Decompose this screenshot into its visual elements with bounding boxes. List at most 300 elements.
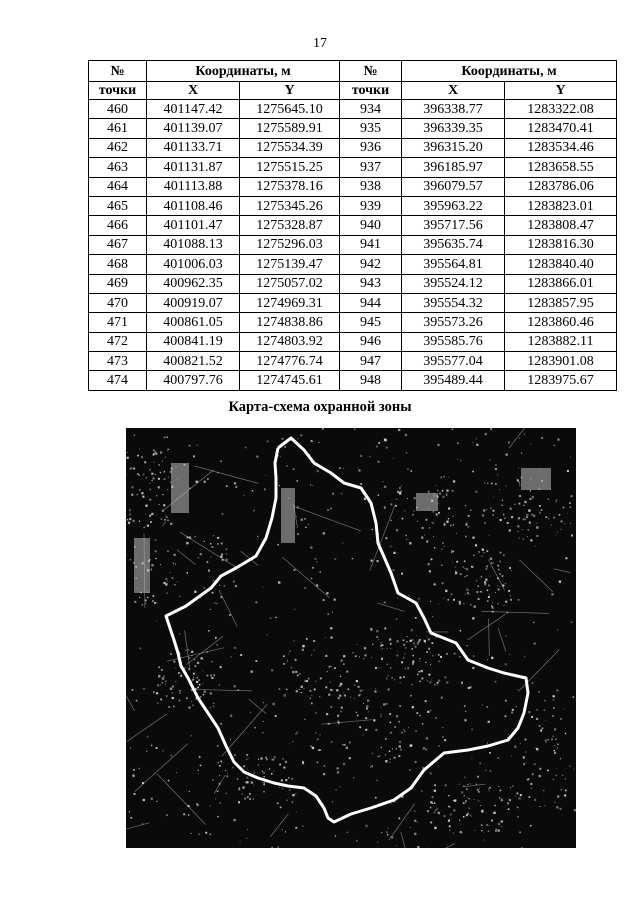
- terrain-speck: [356, 840, 358, 842]
- terrain-speck: [355, 656, 356, 657]
- terrain-speck: [132, 689, 134, 691]
- terrain-speck: [162, 494, 163, 495]
- terrain-speck: [378, 461, 380, 463]
- terrain-speck: [501, 800, 503, 802]
- terrain-speck: [217, 791, 219, 793]
- table-row: [89, 255, 617, 274]
- terrain-speck: [139, 521, 140, 522]
- terrain-speck: [386, 447, 388, 449]
- light-patch: [281, 488, 295, 543]
- terrain-speck: [208, 630, 210, 632]
- x-value-left: 400821.52: [147, 352, 240, 371]
- terrain-speck: [221, 542, 223, 544]
- terrain-speck: [414, 810, 415, 811]
- terrain-speck: [558, 439, 560, 441]
- terrain-speck: [437, 682, 439, 684]
- terrain-speck: [265, 475, 266, 476]
- point-number-left: 473: [89, 352, 147, 371]
- point-number-right: 938: [340, 177, 402, 196]
- header-y-right: Y: [505, 82, 617, 100]
- x-value-right: 396315.20: [402, 138, 505, 157]
- terrain-speck: [189, 791, 190, 792]
- terrain-speck: [219, 765, 221, 767]
- terrain-speck: [239, 787, 240, 788]
- terrain-speck: [413, 643, 415, 645]
- terrain-speck: [128, 522, 130, 524]
- terrain-speck: [257, 536, 258, 537]
- terrain-speck: [197, 676, 198, 677]
- terrain-speck: [295, 609, 296, 610]
- terrain-speck: [424, 534, 425, 535]
- terrain-speck: [196, 681, 198, 683]
- terrain-speck: [438, 745, 439, 746]
- terrain-speck: [459, 603, 461, 605]
- terrain-speck: [489, 460, 490, 461]
- terrain-speck: [449, 825, 451, 827]
- terrain-speck: [214, 674, 215, 675]
- terrain-speck: [366, 708, 368, 710]
- point-number-right: 947: [340, 352, 402, 371]
- terrain-speck: [279, 764, 281, 766]
- terrain-speck: [486, 812, 487, 813]
- terrain-speck: [489, 790, 490, 791]
- y-value-left: 1275139.47: [240, 255, 340, 274]
- terrain-speck: [446, 493, 447, 494]
- terrain-speck: [191, 833, 192, 834]
- terrain-speck: [141, 456, 143, 458]
- terrain-speck: [478, 598, 480, 600]
- terrain-speck: [195, 665, 197, 667]
- terrain-speck: [285, 779, 287, 781]
- terrain-speck: [157, 515, 158, 516]
- terrain-speck: [401, 486, 402, 487]
- terrain-speck: [571, 534, 573, 536]
- terrain-speck: [213, 535, 214, 536]
- terrain-speck: [518, 599, 520, 601]
- terrain-speck: [390, 722, 392, 724]
- terrain-speck: [308, 678, 310, 680]
- terrain-speck: [301, 519, 303, 521]
- terrain-speck: [515, 795, 516, 796]
- terrain-speck: [468, 807, 470, 809]
- terrain-speck: [431, 680, 432, 681]
- terrain-speck: [317, 470, 319, 472]
- terrain-speck: [396, 715, 398, 717]
- terrain-speck: [503, 554, 505, 556]
- y-value-right: 1283823.01: [505, 196, 617, 215]
- terrain-speck: [434, 784, 436, 786]
- terrain-speck: [133, 769, 135, 771]
- terrain-speck: [448, 820, 450, 822]
- terrain-speck: [310, 690, 312, 692]
- terrain-speck: [371, 560, 373, 562]
- terrain-speck: [417, 521, 418, 522]
- terrain-speck: [463, 567, 464, 568]
- header-x-right: X: [402, 82, 505, 100]
- terrain-speck: [167, 592, 169, 594]
- terrain-speck: [447, 599, 449, 601]
- terrain-speck: [147, 597, 149, 599]
- point-number-right: 936: [340, 138, 402, 157]
- terrain-speck: [203, 694, 205, 696]
- terrain-speck: [232, 767, 233, 768]
- terrain-speck: [354, 685, 355, 686]
- terrain-speck: [337, 767, 339, 769]
- terrain-speck: [200, 696, 202, 698]
- terrain-speck: [570, 457, 571, 458]
- terrain-speck: [375, 797, 377, 799]
- terrain-speck: [472, 537, 474, 539]
- terrain-speck: [334, 558, 336, 560]
- terrain-speck: [295, 733, 296, 734]
- terrain-speck: [461, 833, 462, 834]
- terrain-speck: [530, 825, 532, 827]
- terrain-speck: [149, 489, 151, 491]
- terrain-speck: [248, 758, 249, 759]
- terrain-speck: [178, 672, 180, 674]
- terrain-speck: [430, 807, 431, 808]
- terrain-speck: [329, 666, 331, 668]
- terrain-speck: [519, 503, 521, 505]
- terrain-speck: [213, 703, 215, 705]
- terrain-speck: [153, 449, 155, 451]
- point-number-right: 943: [340, 274, 402, 293]
- y-value-left: 1275057.02: [240, 274, 340, 293]
- table-row: [89, 313, 617, 332]
- terrain-speck: [370, 628, 372, 630]
- terrain-speck: [398, 429, 400, 431]
- terrain-speck: [308, 524, 309, 525]
- terrain-speck: [158, 675, 160, 677]
- terrain-speck: [168, 780, 170, 782]
- terrain-speck: [262, 732, 263, 733]
- terrain-speck: [502, 500, 503, 501]
- terrain-speck: [553, 699, 555, 701]
- terrain-speck: [221, 553, 223, 555]
- terrain-speck: [497, 565, 499, 567]
- terrain-speck: [521, 848, 523, 849]
- x-value-left: 401113.88: [147, 177, 240, 196]
- terrain-speck: [519, 485, 520, 486]
- terrain-speck: [166, 436, 168, 438]
- terrain-speck: [149, 469, 150, 470]
- terrain-speck: [170, 572, 171, 573]
- terrain-speck: [517, 531, 518, 532]
- terrain-speck: [413, 510, 414, 511]
- terrain-speck: [192, 705, 193, 706]
- terrain-speck: [166, 695, 168, 697]
- terrain-speck: [200, 553, 202, 555]
- terrain-speck: [471, 566, 473, 568]
- terrain-speck: [343, 468, 344, 469]
- terrain-speck: [143, 496, 144, 497]
- y-value-left: 1274776.74: [240, 352, 340, 371]
- terrain-speck: [234, 819, 236, 821]
- terrain-speck: [156, 495, 157, 496]
- terrain-speck: [448, 477, 449, 478]
- terrain-speck: [530, 490, 531, 491]
- terrain-speck: [396, 618, 398, 620]
- terrain-speck: [381, 658, 383, 660]
- terrain-speck: [467, 592, 469, 594]
- terrain-speck: [466, 589, 468, 591]
- terrain-speck: [532, 716, 533, 717]
- terrain-speck: [478, 585, 480, 587]
- terrain-speck: [320, 678, 322, 680]
- terrain-speck: [156, 620, 157, 621]
- terrain-speck: [530, 444, 531, 445]
- terrain-speck: [400, 749, 402, 751]
- terrain-speck: [334, 599, 336, 601]
- terrain-speck: [238, 801, 240, 803]
- terrain-speck: [451, 552, 452, 553]
- terrain-speck: [553, 779, 555, 781]
- terrain-speck: [446, 681, 448, 683]
- terrain-speck: [217, 745, 219, 747]
- terrain-speck: [407, 636, 408, 637]
- table-row: [89, 352, 617, 371]
- terrain-speck: [523, 538, 524, 539]
- terrain-speck: [163, 675, 165, 677]
- terrain-speck: [396, 655, 398, 657]
- terrain-speck: [502, 827, 503, 828]
- terrain-speck: [415, 646, 417, 648]
- terrain-speck: [532, 496, 534, 498]
- terrain-speck: [466, 575, 467, 576]
- terrain-speck: [565, 779, 566, 780]
- terrain-speck: [453, 524, 454, 525]
- point-number-right: 935: [340, 119, 402, 138]
- terrain-speck: [359, 726, 361, 728]
- terrain-speck: [404, 511, 405, 512]
- terrain-speck: [491, 562, 493, 564]
- terrain-speck: [401, 573, 403, 575]
- terrain-speck: [423, 747, 425, 749]
- terrain-speck: [129, 811, 130, 812]
- terrain-speck: [390, 643, 392, 645]
- terrain-speck: [319, 696, 320, 697]
- point-number-left: 467: [89, 235, 147, 254]
- terrain-speck: [442, 736, 444, 738]
- terrain-speck: [153, 462, 154, 463]
- terrain-speck: [156, 692, 158, 694]
- terrain-speck: [159, 504, 160, 505]
- terrain-speck: [214, 602, 215, 603]
- terrain-speck: [463, 802, 465, 804]
- terrain-speck: [554, 745, 555, 746]
- terrain-speck: [193, 455, 195, 457]
- terrain-speck: [518, 816, 519, 817]
- terrain-speck: [434, 547, 435, 548]
- terrain-speck: [405, 434, 407, 436]
- terrain-speck: [378, 639, 379, 640]
- terrain-speck: [475, 491, 477, 493]
- terrain-speck: [139, 449, 140, 450]
- terrain-speck: [372, 644, 373, 645]
- terrain-speck: [446, 653, 448, 655]
- terrain-speck: [552, 695, 554, 697]
- terrain-speck: [506, 486, 507, 487]
- x-value-right: 395963.22: [402, 196, 505, 215]
- terrain-speck: [563, 709, 564, 710]
- terrain-speck: [450, 525, 452, 527]
- terrain-speck: [372, 753, 374, 755]
- terrain-speck: [467, 784, 468, 785]
- terrain-speck: [397, 598, 398, 599]
- terrain-speck: [565, 557, 567, 559]
- terrain-speck: [430, 801, 432, 803]
- terrain-speck: [489, 594, 490, 595]
- terrain-speck: [486, 550, 488, 552]
- terrain-speck: [446, 490, 448, 492]
- terrain-speck: [518, 517, 520, 519]
- terrain-speck: [174, 584, 175, 585]
- terrain-speck: [160, 564, 161, 565]
- terrain-speck: [286, 689, 288, 691]
- terrain-speck: [155, 550, 157, 552]
- terrain-speck: [272, 703, 274, 705]
- terrain-speck: [551, 738, 553, 740]
- terrain-speck: [481, 830, 482, 831]
- terrain-speck: [162, 677, 164, 679]
- terrain-speck: [263, 702, 264, 703]
- terrain-speck: [283, 655, 285, 657]
- terrain-speck: [359, 656, 360, 657]
- terrain-speck: [391, 732, 393, 734]
- terrain-speck: [311, 440, 313, 442]
- terrain-speck: [337, 771, 339, 773]
- terrain-speck: [484, 522, 485, 523]
- terrain-speck: [507, 802, 509, 804]
- terrain-speck: [433, 536, 434, 537]
- terrain-speck: [288, 654, 289, 655]
- terrain-speck: [539, 775, 541, 777]
- terrain-speck: [465, 711, 466, 712]
- terrain-speck: [235, 585, 237, 587]
- terrain-speck: [499, 797, 500, 798]
- terrain-speck: [383, 703, 385, 705]
- terrain-speck: [400, 746, 401, 747]
- terrain-speck: [480, 805, 481, 806]
- terrain-speck: [219, 756, 220, 757]
- terrain-speck: [338, 697, 340, 699]
- terrain-speck: [528, 529, 530, 531]
- terrain-speck: [188, 814, 189, 815]
- terrain-speck: [397, 652, 398, 653]
- terrain-speck: [335, 789, 337, 791]
- terrain-speck: [365, 825, 367, 827]
- terrain-speck: [448, 806, 450, 808]
- terrain-speck: [225, 770, 226, 771]
- terrain-speck: [204, 691, 206, 693]
- terrain-speck: [464, 560, 466, 562]
- terrain-speck: [498, 603, 499, 604]
- terrain-speck: [310, 698, 311, 699]
- terrain-speck: [130, 468, 132, 470]
- terrain-speck: [323, 599, 325, 601]
- terrain-speck: [556, 768, 557, 769]
- terrain-speck: [482, 514, 484, 516]
- terrain-speck: [357, 468, 358, 469]
- terrain-speck: [446, 521, 448, 523]
- terrain-speck: [227, 773, 228, 774]
- terrain-speck: [432, 655, 433, 656]
- terrain-speck: [541, 509, 543, 511]
- terrain-speck: [519, 538, 520, 539]
- terrain-speck: [437, 490, 438, 491]
- page-number: 17: [313, 36, 327, 51]
- terrain-speck: [144, 461, 146, 463]
- point-number-right: 948: [340, 371, 402, 390]
- terrain-speck: [342, 744, 344, 746]
- terrain-speck: [426, 737, 428, 739]
- terrain-speck: [460, 630, 462, 632]
- terrain-speck: [323, 532, 325, 534]
- terrain-speck: [357, 715, 359, 717]
- terrain-speck: [438, 661, 440, 663]
- x-value-right: 395564.81: [402, 255, 505, 274]
- terrain-speck: [275, 617, 276, 618]
- terrain-speck: [560, 758, 561, 759]
- terrain-speck: [412, 661, 414, 663]
- terrain-speck: [165, 683, 166, 684]
- terrain-speck: [343, 692, 344, 693]
- terrain-speck: [430, 664, 431, 665]
- table-row: [89, 177, 617, 196]
- terrain-speck: [297, 533, 299, 535]
- terrain-speck: [468, 526, 470, 528]
- terrain-speck: [539, 512, 541, 514]
- point-number-left: 466: [89, 216, 147, 235]
- table-row: [89, 235, 617, 254]
- terrain-speck: [446, 495, 447, 496]
- terrain-speck: [294, 569, 296, 571]
- terrain-speck: [129, 509, 131, 511]
- terrain-speck: [434, 827, 436, 829]
- terrain-speck: [407, 667, 409, 669]
- terrain-speck: [390, 667, 392, 669]
- terrain-speck: [430, 652, 431, 653]
- terrain-speck: [177, 581, 178, 582]
- terrain-speck: [523, 519, 525, 521]
- terrain-speck: [230, 715, 232, 717]
- point-number-left: 464: [89, 177, 147, 196]
- terrain-speck: [476, 444, 478, 446]
- terrain-speck: [456, 533, 457, 534]
- terrain-speck: [379, 755, 380, 756]
- terrain-speck: [168, 477, 169, 478]
- terrain-speck: [143, 799, 145, 801]
- terrain-speck: [302, 645, 304, 647]
- terrain-speck: [535, 545, 536, 546]
- terrain-speck: [378, 756, 379, 757]
- terrain-speck: [409, 769, 410, 770]
- terrain-speck: [464, 719, 466, 721]
- terrain-speck: [479, 763, 481, 765]
- terrain-speck: [356, 680, 358, 682]
- terrain-speck: [346, 747, 348, 749]
- terrain-speck: [417, 642, 419, 644]
- terrain-speck: [387, 675, 388, 676]
- terrain-speck: [363, 734, 364, 735]
- terrain-speck: [226, 548, 228, 550]
- terrain-speck: [161, 669, 163, 671]
- terrain-speck: [485, 579, 487, 581]
- terrain-speck: [263, 721, 264, 722]
- terrain-speck: [488, 830, 490, 832]
- terrain-speck: [482, 825, 483, 826]
- terrain-speck: [357, 644, 358, 645]
